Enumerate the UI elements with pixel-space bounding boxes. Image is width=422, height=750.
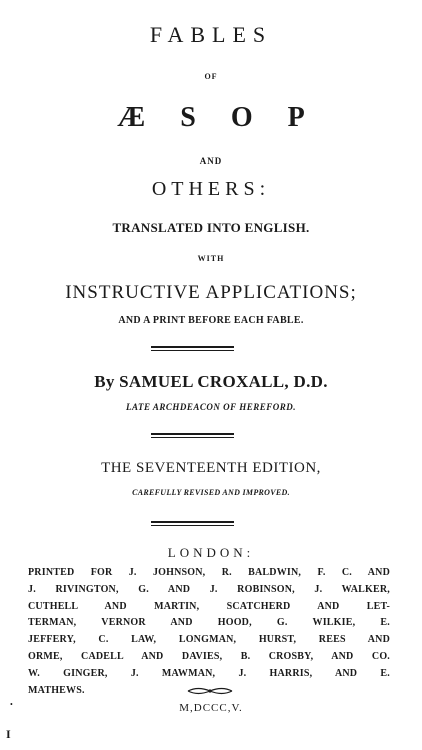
and-word: AND — [199, 156, 223, 166]
margin-mark: • — [10, 700, 13, 709]
imprint-line: W. GINGER, J. MAWMAN, J. HARRIS, AND E. — [28, 667, 390, 679]
imprint-line: MATHEWS. — [28, 684, 85, 696]
imprint-line: CUTHELL AND MARTIN, SCATCHERD AND LET- — [28, 600, 390, 612]
of-word: OF — [204, 72, 218, 81]
aesop-letter: P — [287, 102, 305, 133]
imprint-line: J. RIVINGTON, G. AND J. ROBINSON, J. WALKER, — [28, 583, 390, 595]
instructive-heading: INSTRUCTIVE APPLICATIONS; — [65, 282, 357, 303]
imprint-line: TERMAN, VERNOR AND HOOD, G. WILKIE, E. — [28, 617, 390, 629]
imprint-city: LONDON: — [167, 545, 255, 560]
publication-date: M,DCCC,V. — [179, 702, 243, 714]
book-title: FABLES — [149, 22, 273, 47]
imprint-line: JEFFERY, C. LAW, LONGMAN, HURST, REES AND — [28, 634, 390, 646]
printers-imprint — [28, 565, 390, 699]
translated-line: TRANSLATED INTO ENGLISH. — [112, 220, 310, 235]
print-line: AND A PRINT BEFORE EACH FABLE. — [118, 315, 304, 326]
author-byline: By SAMUEL CROXALL, D.D. — [94, 372, 328, 391]
author-title-line: LATE ARCHDEACON OF HEREFORD. — [125, 402, 297, 412]
imprint-line: PRINTED FOR J. JOHNSON, R. BALDWIN, F. C. AND — [28, 567, 390, 578]
double-rule-divider — [151, 521, 234, 528]
double-rule-divider — [151, 433, 234, 440]
revised-line: CAREFULLY REVISED AND IMPROVED. — [132, 488, 290, 497]
with-word: WITH — [197, 254, 225, 263]
edition-line: THE SEVENTEENTH EDITION, — [101, 460, 321, 476]
others-heading: OTHERS: — [151, 178, 271, 200]
margin-mark: I — [6, 727, 11, 741]
author-aesop — [0, 102, 422, 134]
aesop-letter: O — [230, 102, 253, 133]
aesop-letter: S — [180, 102, 196, 133]
double-rule-divider — [151, 346, 234, 353]
aesop-letter: Æ — [117, 102, 146, 133]
printer-ornament-icon — [186, 686, 234, 696]
imprint-line: ORME, CADELL AND DAVIES, B. CROSBY, AND CO. — [28, 650, 390, 662]
